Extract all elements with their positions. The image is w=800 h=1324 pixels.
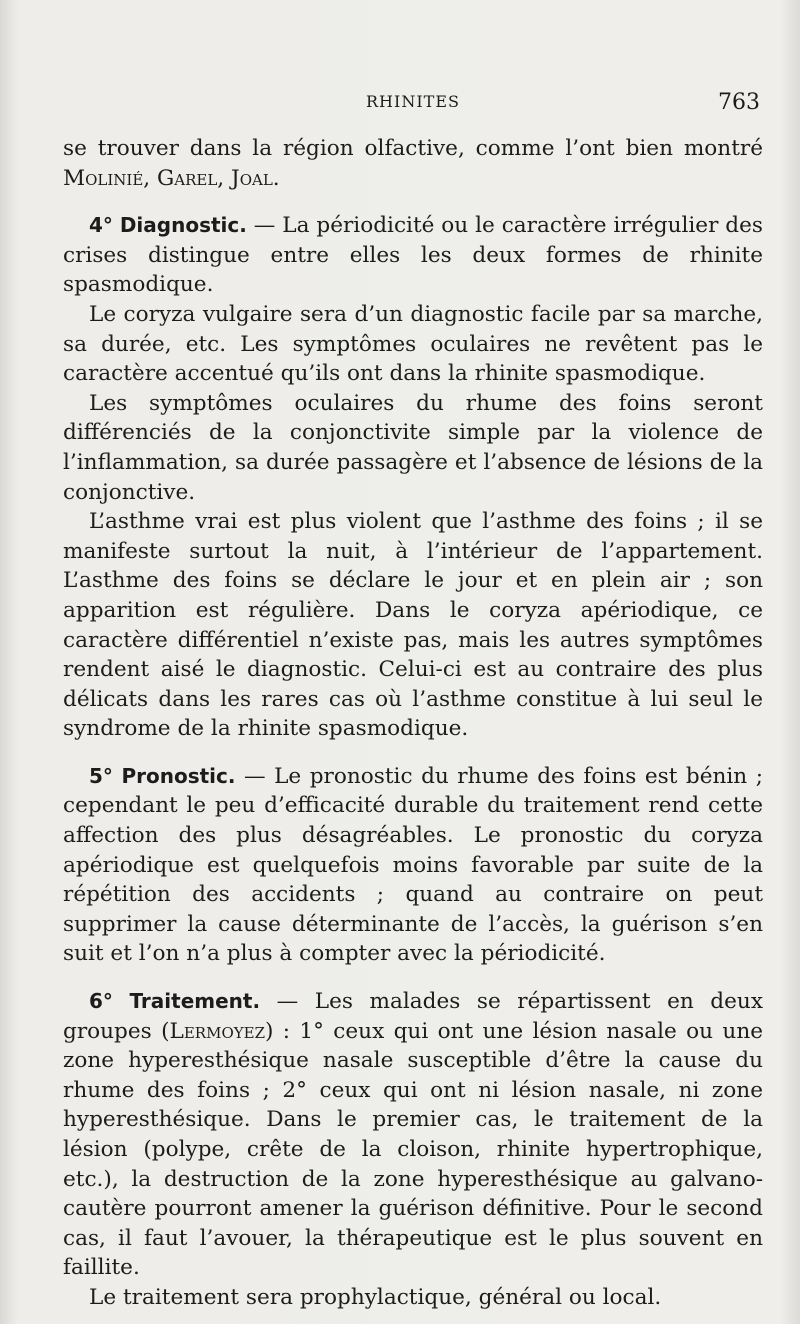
- page-header: [0, 90, 800, 120]
- section-traitement: 6° Traitement. — Les malades se répartissent en deux groupes (Lermoyez) : 1° ceux qui ont une lésion nasale ou une zone hyperesthésique nasale susceptible d’être la cause du rhume des foins ; 2° ceux qui ont ni lésion nasale, ni zone hyperesthésique. Dans le premier cas, le traitement de la lésion (polype, crête de la cloison, rhinite hypertrophique, etc.), la destruction de la zone hyperesthésique au galvano-cautère pourront amener la guérison définitive. Pour le second cas, il faut l’avouer, la thérapeutique est le plus souvent en faillite.: [63, 989, 764, 1281]
- section-number: 6°: [89, 989, 113, 1014]
- page-number: 763: [718, 90, 760, 115]
- paragraph: L’asthme vrai est plus violent que l’asthme des foins ; il se manifeste surtout la nuit, à l’intérieur de l’appartement. L’asthme des foins se déclare le jour et en plein air ; son apparition est régulière. Dans le coryza apériodique, ce caractère différentiel n’existe pas, mais les autres symptômes rendent aisé le diagnostic. Celui-ci est au contraire des plus délicats dans les rares cas où l’asthme constitue à lui seul le syndrome de la rhinite spasmodique.: [63, 509, 763, 742]
- section-heading-diagnostic: Diagnostic.: [119, 213, 247, 238]
- paragraph-continuation: se trouver dans la région olfactive, comme l’ont bien montré Molinié, Garel, Joal.: [63, 136, 763, 191]
- author-name: Lermoyez: [169, 1018, 266, 1044]
- section-number: 4°: [89, 213, 113, 238]
- author-names: Molinié, Garel, Joal: [63, 165, 273, 191]
- section-diagnostic: 4° Diagnostic. — La périodicité ou le caractère irrégulier des crises distingue entre elles les deux formes de rhinite spasmodique.: [63, 213, 763, 298]
- paragraph: Le coryza vulgaire sera d’un diagnostic facile par sa marche, sa durée, etc. Les symptômes oculaires ne revêtent pas le caractère accentué qu’ils ont dans la rhinite spasmodique.: [63, 301, 763, 387]
- section-pronostic: 5° Pronostic. — Le pronostic du rhume des foins est bénin ; cependant le peu d’efficacité durable du traitement rend cette affection des plus désagréables. Le pronostic du coryza apériodique est quelquefois moins favorable par suite de la répétition des accidents ; quand au contraire on peut supprimer la cause déterminante de l’accès, la guérison s’en suit et l’on n’a plus à compter avec la périodicité.: [63, 763, 763, 967]
- paragraph: Les symptômes oculaires du rhume des foins seront différenciés de la conjonctivite simple par la violence de l’inflammation, sa durée passagère et l’absence de lésions de la conjonctive.: [63, 390, 763, 505]
- running-head: RHINITES: [366, 92, 460, 111]
- section-heading-pronostic: Pronostic.: [121, 763, 236, 788]
- section-number: 5°: [89, 763, 113, 788]
- section-heading-traitement: Traitement.: [129, 989, 261, 1014]
- paragraph: Le traitement sera prophylactique, général ou local.: [89, 1284, 662, 1310]
- body-text: [63, 134, 763, 1313]
